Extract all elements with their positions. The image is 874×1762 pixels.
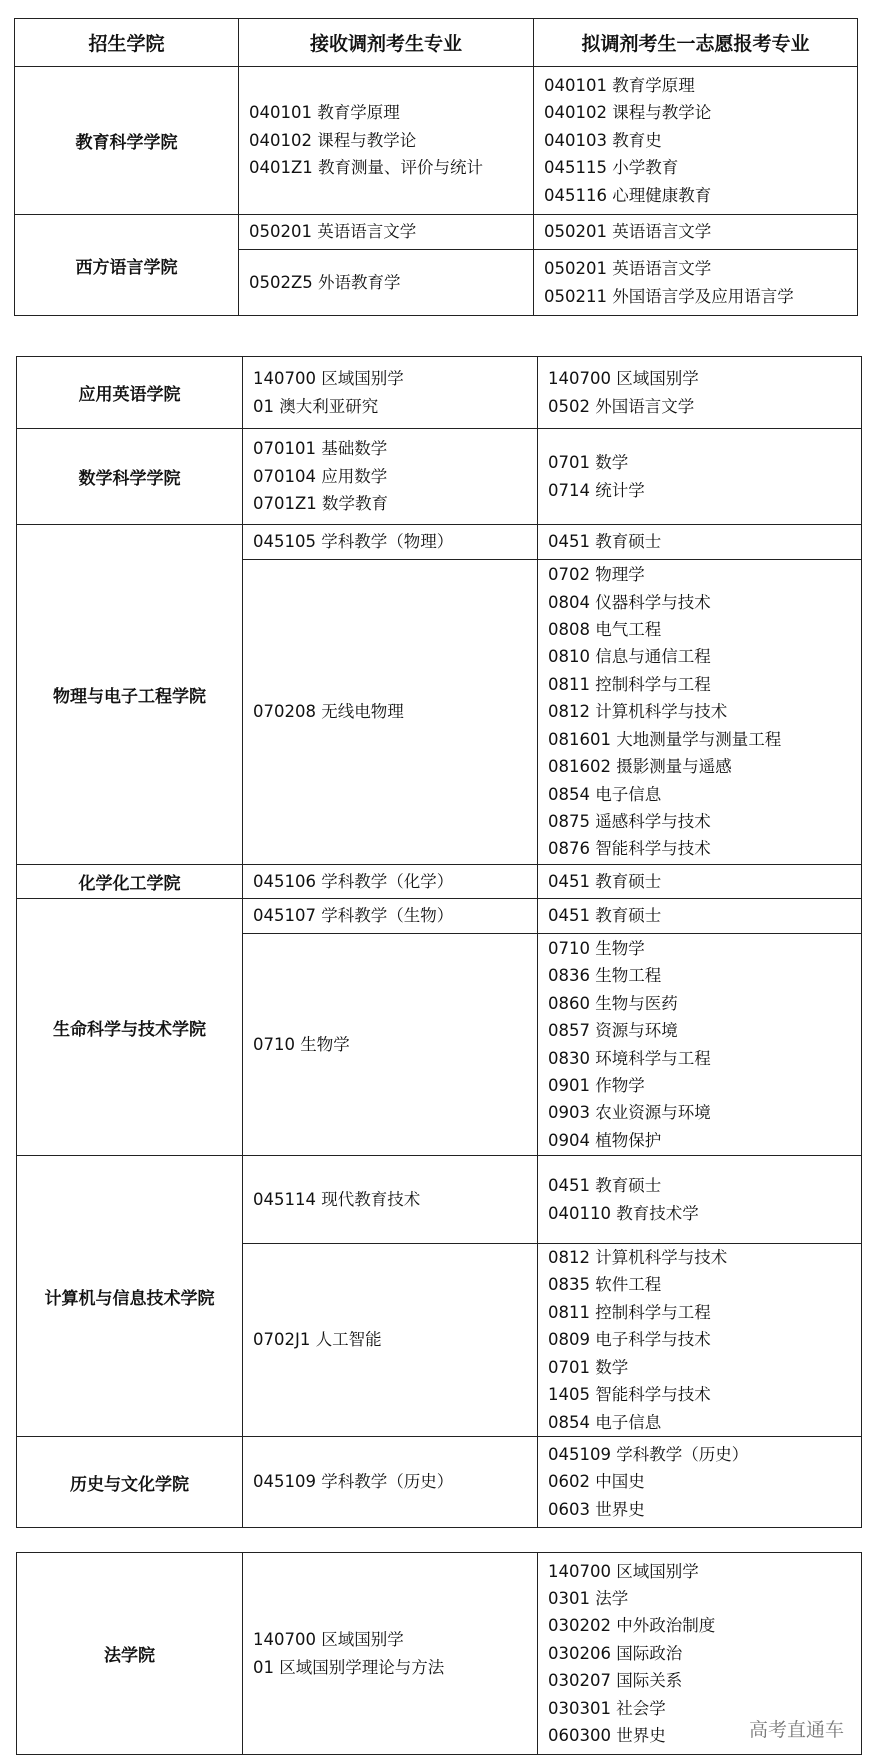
major-item: 140700 区域国别学	[253, 1630, 404, 1650]
table-row	[17, 1156, 862, 1244]
first-choice-cell	[538, 934, 862, 1156]
major-item: 040101 教育学原理	[544, 75, 695, 95]
major-item: 0502Z5 外语教育学	[249, 272, 401, 292]
first-choice-cell	[538, 525, 862, 560]
major-item: 040102 课程与教学论	[544, 103, 712, 123]
college-name: 物理与电子工程学院	[17, 525, 243, 865]
major-item: 045114 现代教育技术	[253, 1189, 421, 1209]
college-name: 历史与文化学院	[17, 1437, 243, 1528]
college-name: 应用英语学院	[17, 357, 243, 429]
first-choice-cell	[534, 215, 858, 250]
major-item: 0812 计算机科学与技术	[548, 1248, 728, 1268]
major-item: 0603 世界史	[548, 1499, 645, 1519]
major-item: 0830 环境科学与工程	[548, 1048, 711, 1068]
major-item: 140700 区域国别学	[548, 1561, 699, 1581]
receive-major-cell	[243, 1553, 538, 1755]
major-item: 030206 国际政治	[548, 1643, 683, 1663]
major-item: 0701 数学	[548, 1357, 629, 1377]
table-row	[17, 1437, 862, 1528]
college-name: 西方语言学院	[15, 215, 239, 316]
major-item: 01 区域国别学理论与方法	[253, 1657, 445, 1677]
major-item: 040103 教育史	[544, 130, 662, 150]
major-item: 070208 无线电物理	[253, 702, 404, 722]
major-item: 045109 学科教学（历史）	[253, 1472, 454, 1492]
major-item: 030301 社会学	[548, 1698, 666, 1718]
first-choice-cell	[538, 1437, 862, 1528]
first-choice-cell	[538, 429, 862, 525]
first-choice-cell	[534, 250, 858, 316]
major-item: 030202 中外政治制度	[548, 1616, 716, 1636]
major-item: 040102 课程与教学论	[249, 130, 417, 150]
admissions-table-1	[14, 18, 858, 316]
first-choice-cell	[534, 67, 858, 215]
receive-major-cell	[243, 560, 538, 865]
header-college: 招生学院	[15, 19, 239, 67]
major-item: 030207 国际关系	[548, 1671, 683, 1691]
first-choice-cell	[538, 560, 862, 865]
major-item: 0710 生物学	[253, 1034, 350, 1054]
major-item: 0835 软件工程	[548, 1275, 662, 1295]
first-choice-cell	[538, 899, 862, 934]
college-name: 法学院	[17, 1553, 243, 1755]
receive-major-cell	[239, 215, 534, 250]
table-row	[15, 67, 858, 215]
major-item: 0836 生物工程	[548, 966, 662, 986]
major-item: 0451 教育硕士	[548, 1176, 662, 1196]
major-item: 0903 农业资源与环境	[548, 1103, 711, 1123]
table-header-row	[15, 19, 858, 67]
major-item: 060300 世界史	[548, 1726, 666, 1746]
major-item: 0904 植物保护	[548, 1130, 662, 1150]
receive-major-cell	[243, 865, 538, 899]
major-item: 081602 摄影测量与遥感	[548, 757, 732, 777]
first-choice-cell	[538, 1244, 862, 1437]
table-row	[17, 1553, 862, 1755]
major-item: 0301 法学	[548, 1588, 629, 1608]
major-item: 0804 仪器科学与技术	[548, 592, 711, 612]
major-item: 050211 外国语言学及应用语言学	[544, 286, 794, 306]
receive-major-cell	[243, 1437, 538, 1528]
major-item: 0812 计算机科学与技术	[548, 702, 728, 722]
major-item: 070101 基础数学	[253, 439, 388, 459]
college-name: 教育科学学院	[15, 67, 239, 215]
major-item: 081601 大地测量学与测量工程	[548, 729, 782, 749]
major-item: 045109 学科教学（历史）	[548, 1444, 749, 1464]
major-item: 045116 心理健康教育	[544, 185, 712, 205]
major-item: 0901 作物学	[548, 1075, 645, 1095]
first-choice-cell	[538, 1156, 862, 1244]
major-item: 0451 教育硕士	[548, 906, 662, 926]
major-item: 0702 物理学	[548, 565, 645, 585]
major-item: 140700 区域国别学	[548, 369, 699, 389]
major-item: 0809 电子科学与技术	[548, 1330, 711, 1350]
major-item: 0811 控制科学与工程	[548, 674, 711, 694]
receive-major-cell	[243, 525, 538, 560]
major-item: 0702J1 人工智能	[253, 1330, 382, 1350]
major-item: 0875 遥感科学与技术	[548, 811, 711, 831]
table-row	[17, 525, 862, 560]
receive-major-cell	[239, 250, 534, 316]
major-item: 0854 电子信息	[548, 1412, 662, 1432]
receive-major-cell	[243, 1244, 538, 1437]
major-item: 050201 英语语言文学	[249, 222, 417, 242]
header-receive-major: 接收调剂考生专业	[239, 19, 534, 67]
receive-major-cell	[243, 429, 538, 525]
receive-major-cell	[243, 899, 538, 934]
major-item: 0860 生物与医药	[548, 993, 678, 1013]
major-item: 050201 英语语言文学	[544, 222, 712, 242]
major-item: 050201 英语语言文学	[544, 259, 712, 279]
header-first-choice-major: 拟调剂考生一志愿报考专业	[534, 19, 858, 67]
college-name: 生命科学与技术学院	[17, 899, 243, 1156]
college-name: 计算机与信息技术学院	[17, 1156, 243, 1437]
college-name: 化学化工学院	[17, 865, 243, 899]
college-name: 数学科学学院	[17, 429, 243, 525]
major-item: 070104 应用数学	[253, 466, 388, 486]
major-item: 0876 智能科学与技术	[548, 839, 711, 859]
major-item: 1405 智能科学与技术	[548, 1385, 711, 1405]
major-item: 0602 中国史	[548, 1472, 645, 1492]
major-item: 0854 电子信息	[548, 784, 662, 804]
receive-major-cell	[243, 934, 538, 1156]
major-item: 0451 教育硕士	[548, 532, 662, 552]
major-item: 0401Z1 教育测量、评价与统计	[249, 158, 484, 178]
watermark: 高考直通车	[748, 1719, 844, 1741]
receive-major-cell	[239, 67, 534, 215]
major-item: 040110 教育技术学	[548, 1203, 699, 1223]
table-row	[17, 899, 862, 934]
table-row	[17, 357, 862, 429]
major-item: 0701 数学	[548, 453, 629, 473]
receive-major-cell	[243, 357, 538, 429]
major-item: 0811 控制科学与工程	[548, 1302, 711, 1322]
major-item: 0502 外国语言文学	[548, 396, 695, 416]
major-item: 0810 信息与通信工程	[548, 647, 711, 667]
first-choice-cell	[538, 357, 862, 429]
major-item: 045106 学科教学（化学）	[253, 871, 454, 891]
major-item: 045115 小学教育	[544, 158, 679, 178]
table-row	[15, 215, 858, 250]
major-item: 040101 教育学原理	[249, 103, 400, 123]
major-item: 045107 学科教学（生物）	[253, 906, 454, 926]
major-item: 0714 统计学	[548, 480, 645, 500]
first-choice-cell	[538, 865, 862, 899]
major-item: 045105 学科教学（物理）	[253, 532, 454, 552]
major-item: 01 澳大利亚研究	[253, 396, 379, 416]
table-row	[17, 865, 862, 899]
admissions-table-2	[16, 356, 862, 1528]
receive-major-cell	[243, 1156, 538, 1244]
major-item: 0701Z1 数学教育	[253, 494, 389, 514]
major-item: 0808 电气工程	[548, 620, 662, 640]
major-item: 0857 资源与环境	[548, 1021, 678, 1041]
major-item: 140700 区域国别学	[253, 369, 404, 389]
table-row	[17, 429, 862, 525]
major-item: 0710 生物学	[548, 938, 645, 958]
admissions-table-3	[16, 1552, 862, 1755]
major-item: 0451 教育硕士	[548, 871, 662, 891]
